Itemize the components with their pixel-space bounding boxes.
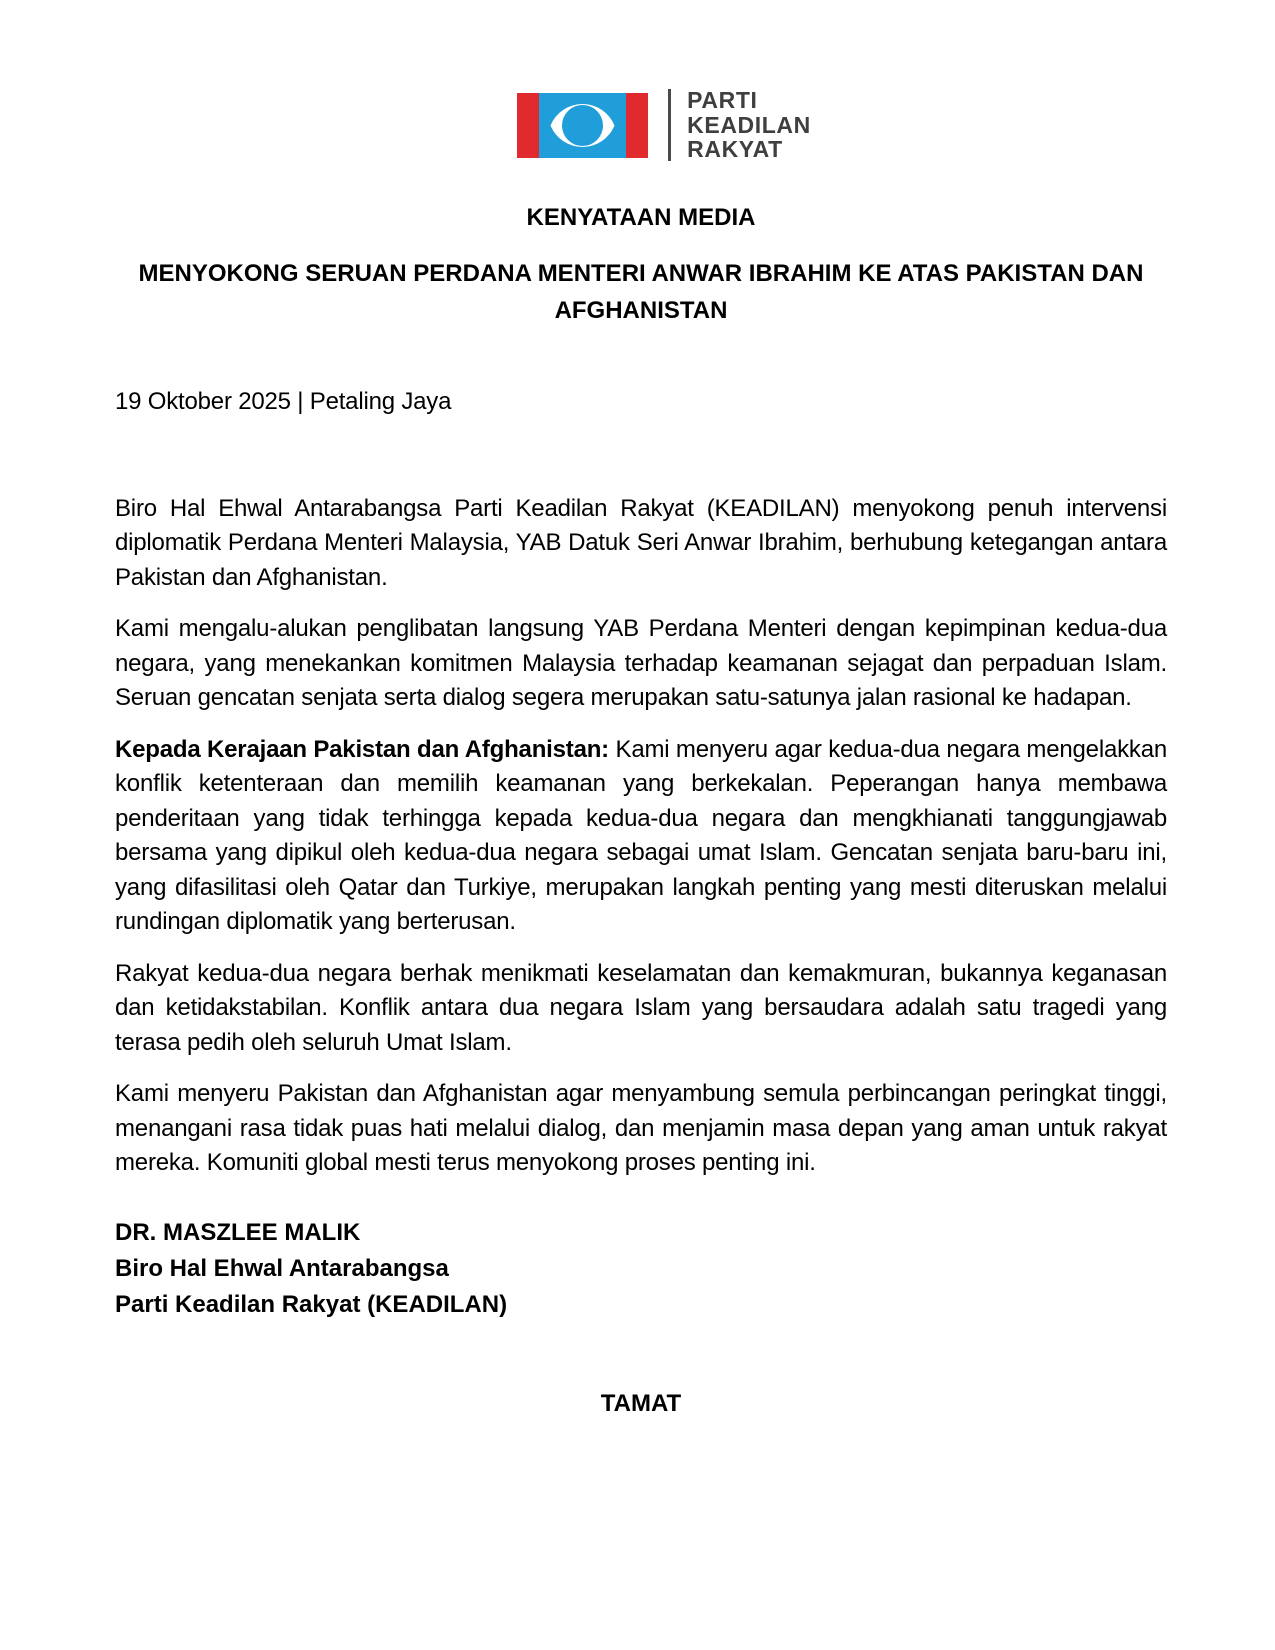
brand-line-3: RAKYAT [687, 136, 783, 163]
paragraph-2 [115, 612, 1167, 716]
paragraph-1-text: Biro Hal Ehwal Antarabangsa Parti Keadilan Rakyat (KEADILAN) menyokong penuh intervensi diplomatik Perdana Menteri Malaysia, YAB Datuk Seri Anwar Ibrahim, berhubung ketegangan antara Pakistan dan Afghanistan. [115, 494, 1167, 591]
paragraph-1 [115, 492, 1167, 596]
paragraph-5-text: Kami menyeru Pakistan dan Afghanistan agar menyambung semula perbincangan peringkat tinggi, menangani rasa tidak puas hati melalui dialog, dan menjamin masa depan yang aman untuk rakyat mereka. Komuniti global mesti terus menyokong proses penting ini. [115, 1080, 1167, 1176]
signature-name: DR. MASZLEE MALIK [115, 1218, 361, 1246]
signature-party: Parti Keadilan Rakyat (KEADILAN) [115, 1290, 508, 1318]
end-marker: TAMAT [600, 1389, 682, 1417]
dateline: 19 Oktober 2025 | Petaling Jaya [115, 388, 452, 415]
brand-divider [668, 89, 671, 161]
brand-wordmark [687, 88, 811, 162]
pkr-flag-icon [517, 93, 648, 158]
signature-bureau: Biro Hal Ehwal Antarabangsa [115, 1254, 449, 1282]
brand-line-2: KEADILAN [687, 111, 811, 138]
paragraph-2-text: Kami mengalu-alukan penglibatan langsung YAB Perdana Menteri dengan kepimpinan kedua-dua negara, yang menekankan komitmen Malaysia terhadap keamanan sejagat dan perpaduan Islam. Seruan gencatan senjata serta dialog segera merupakan satu-satunya jalan rasional ke hadapan. [115, 615, 1167, 711]
paragraph-4-text: Rakyat kedua-dua negara berhak menikmati keselamatan dan kemakmuran, bukannya keganasan dan ketidakstabilan. Konflik antara dua negara Islam yang bersaudara adalah satu tragedi yang terasa pedih oleh seluruh Umat Islam. [115, 959, 1167, 1056]
paragraph-3-bold-lead: Kepada Kerajaan Pakistan dan Afghanistan: [115, 735, 609, 763]
signature-block [115, 1215, 1167, 1323]
document-title: MENYOKONG SERUAN PERDANA MENTERI ANWAR IBRAHIM KE ATAS PAKISTAN DAN AFGHANISTAN [138, 260, 1144, 324]
paragraph-3-text: Kami menyeru agar kedua-dua negara mengelakkan konflik ketenteraan dan memilih keamanan yang berkekalan. Peperangan hanya membawa penderitaan yang tidak terhingga kepada kedua-dua negara dan mengkhianati tanggungjawab bersama yang dipikul oleh kedua-dua negara sebagai umat Islam. Gencatan senjata baru-baru ini, yang difasilitasi oleh Qatar dan Turkiye, merupakan langkah penting yang mesti diteruskan melalui rundingan diplomatik yang berterusan. [115, 735, 1167, 935]
brand-line-1: PARTI [687, 87, 758, 114]
paragraph-3 [115, 733, 1167, 940]
body-text [115, 492, 1167, 1181]
paragraph-5 [115, 1077, 1167, 1181]
document-content [115, 85, 1167, 1421]
press-statement-label: KENYATAAN MEDIA [526, 204, 756, 231]
paragraph-4 [115, 957, 1167, 1061]
pkr-logo [138, 85, 1190, 165]
